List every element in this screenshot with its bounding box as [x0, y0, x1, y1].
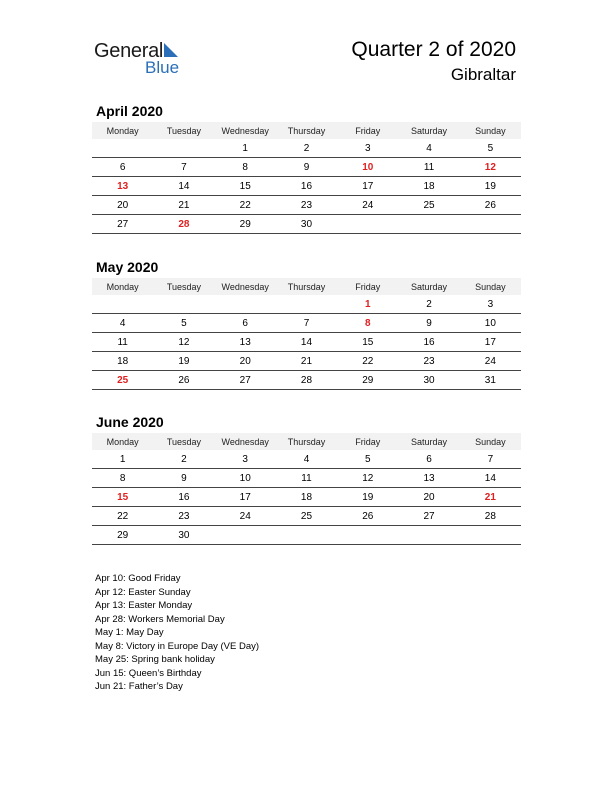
- day-cell: 15: [337, 333, 398, 352]
- week-row: [92, 371, 521, 390]
- calendar-table: [92, 278, 521, 390]
- weekday-header: Monday: [92, 433, 153, 450]
- logo-general: General: [94, 40, 164, 62]
- day-cell: 29: [92, 526, 153, 545]
- day-cell: [398, 526, 459, 545]
- day-cell: 2: [276, 139, 337, 158]
- day-cell: 3: [215, 450, 276, 469]
- day-cell: 5: [337, 450, 398, 469]
- day-cell: [276, 526, 337, 545]
- week-row: [92, 196, 521, 215]
- day-cell: 13: [215, 333, 276, 352]
- day-cell: 4: [92, 314, 153, 333]
- day-cell: 17: [215, 488, 276, 507]
- day-cell: 19: [460, 177, 521, 196]
- day-cell: 10: [337, 158, 398, 177]
- day-cell: 9: [276, 158, 337, 177]
- weekday-header: Wednesday: [215, 433, 276, 450]
- week-row: [92, 158, 521, 177]
- week-row: [92, 333, 521, 352]
- holiday-item: Apr 10: Good Friday: [95, 573, 181, 584]
- day-cell: 22: [215, 196, 276, 215]
- day-cell: 24: [337, 196, 398, 215]
- day-cell: 24: [460, 352, 521, 371]
- weekday-header: Monday: [92, 122, 153, 139]
- weekday-header: Sunday: [460, 122, 521, 139]
- week-row: [92, 314, 521, 333]
- day-cell: [92, 295, 153, 314]
- calendar-table: [92, 433, 521, 545]
- day-cell: 20: [92, 196, 153, 215]
- day-cell: 24: [215, 507, 276, 526]
- week-row: [92, 450, 521, 469]
- day-cell: 15: [215, 177, 276, 196]
- day-cell: 22: [92, 507, 153, 526]
- day-cell: 26: [460, 196, 521, 215]
- day-cell: [92, 139, 153, 158]
- weekday-header: Sunday: [460, 433, 521, 450]
- holiday-item: Apr 28: Workers Memorial Day: [95, 613, 225, 625]
- day-cell: [215, 295, 276, 314]
- holiday-item: May 1: May Day: [95, 627, 164, 638]
- day-cell: 9: [398, 314, 459, 333]
- week-row: [92, 177, 521, 196]
- day-cell: 11: [398, 158, 459, 177]
- day-cell: 28: [153, 215, 214, 234]
- day-cell: 28: [460, 507, 521, 526]
- weekday-header: Thursday: [276, 433, 337, 450]
- day-cell: 26: [153, 371, 214, 390]
- logo-flag-icon: [164, 43, 178, 57]
- day-cell: 3: [460, 295, 521, 314]
- day-cell: 14: [153, 177, 214, 196]
- day-cell: 4: [276, 450, 337, 469]
- day-cell: 28: [276, 371, 337, 390]
- weekday-header: Friday: [337, 122, 398, 139]
- day-cell: 30: [276, 215, 337, 234]
- day-cell: 15: [92, 488, 153, 507]
- day-cell: 18: [276, 488, 337, 507]
- day-cell: 13: [92, 177, 153, 196]
- holiday-list: [95, 572, 259, 694]
- day-cell: 8: [92, 469, 153, 488]
- day-cell: 20: [215, 352, 276, 371]
- day-cell: 2: [398, 295, 459, 314]
- day-cell: 29: [337, 371, 398, 390]
- day-cell: 27: [215, 371, 276, 390]
- day-cell: [153, 295, 214, 314]
- day-cell: 30: [153, 526, 214, 545]
- weekday-header: Wednesday: [215, 122, 276, 139]
- day-cell: 3: [337, 139, 398, 158]
- day-cell: 6: [92, 158, 153, 177]
- month-title: May 2020: [96, 259, 159, 275]
- weekday-header: Wednesday: [215, 278, 276, 295]
- day-cell: 11: [92, 333, 153, 352]
- day-cell: [153, 139, 214, 158]
- day-cell: 27: [398, 507, 459, 526]
- day-cell: 14: [276, 333, 337, 352]
- day-cell: 12: [337, 469, 398, 488]
- day-cell: 5: [460, 139, 521, 158]
- day-cell: 25: [398, 196, 459, 215]
- day-cell: 12: [153, 333, 214, 352]
- weekday-header: Friday: [337, 433, 398, 450]
- day-cell: 8: [215, 158, 276, 177]
- day-cell: 6: [215, 314, 276, 333]
- day-cell: 27: [92, 215, 153, 234]
- month-title: June 2020: [96, 414, 164, 430]
- day-cell: 16: [276, 177, 337, 196]
- weekday-header: Sunday: [460, 278, 521, 295]
- day-cell: 26: [337, 507, 398, 526]
- day-cell: 4: [398, 139, 459, 158]
- holiday-item: May 8: Victory in Europe Day (VE Day): [95, 640, 260, 652]
- day-cell: [398, 215, 459, 234]
- day-cell: 12: [460, 158, 521, 177]
- day-cell: 21: [153, 196, 214, 215]
- weekday-header: Saturday: [398, 278, 459, 295]
- day-cell: 10: [460, 314, 521, 333]
- day-cell: 19: [337, 488, 398, 507]
- logo-blue: Blue: [145, 58, 180, 77]
- weekday-header: Thursday: [276, 122, 337, 139]
- week-row: [92, 488, 521, 507]
- holiday-item: Apr 12: Easter Sunday: [95, 586, 191, 598]
- day-cell: 7: [460, 450, 521, 469]
- day-cell: 18: [398, 177, 459, 196]
- day-cell: 9: [153, 469, 214, 488]
- day-cell: [337, 215, 398, 234]
- day-cell: 20: [398, 488, 459, 507]
- day-cell: 30: [398, 371, 459, 390]
- holiday-item: Jun 15: Queen’s Birthday: [95, 667, 202, 679]
- day-cell: 23: [276, 196, 337, 215]
- month-may: [92, 259, 521, 390]
- weekday-header: Monday: [92, 278, 153, 295]
- day-cell: 8: [337, 314, 398, 333]
- day-cell: 1: [92, 450, 153, 469]
- day-cell: 13: [398, 469, 459, 488]
- week-row: [92, 507, 521, 526]
- week-row: [92, 469, 521, 488]
- weekday-header: Thursday: [276, 278, 337, 295]
- day-cell: 5: [153, 314, 214, 333]
- weekday-header: Tuesday: [153, 278, 214, 295]
- day-cell: [460, 215, 521, 234]
- weekday-header-row: [92, 433, 521, 450]
- day-cell: 23: [398, 352, 459, 371]
- month-april: [92, 103, 521, 234]
- day-cell: 17: [460, 333, 521, 352]
- week-row: [92, 215, 521, 234]
- weekday-header: Saturday: [398, 122, 459, 139]
- day-cell: 2: [153, 450, 214, 469]
- day-cell: [276, 295, 337, 314]
- day-cell: 22: [337, 352, 398, 371]
- day-cell: 17: [337, 177, 398, 196]
- day-cell: 11: [276, 469, 337, 488]
- day-cell: 7: [153, 158, 214, 177]
- day-cell: 23: [153, 507, 214, 526]
- day-cell: 7: [276, 314, 337, 333]
- week-row: [92, 139, 521, 158]
- day-cell: 25: [92, 371, 153, 390]
- day-cell: 16: [398, 333, 459, 352]
- page-subtitle: Gibraltar: [450, 65, 516, 84]
- weekday-header-row: [92, 278, 521, 295]
- day-cell: 29: [215, 215, 276, 234]
- weekday-header: Saturday: [398, 433, 459, 450]
- day-cell: 19: [153, 352, 214, 371]
- holiday-item: May 25: Spring bank holiday: [95, 654, 215, 665]
- day-cell: 6: [398, 450, 459, 469]
- month-june: [92, 414, 521, 545]
- day-cell: 1: [215, 139, 276, 158]
- day-cell: 10: [215, 469, 276, 488]
- day-cell: 21: [460, 488, 521, 507]
- weekday-header-row: [92, 122, 521, 139]
- week-row: [92, 526, 521, 545]
- weekday-header: Friday: [337, 278, 398, 295]
- day-cell: 16: [153, 488, 214, 507]
- day-cell: 1: [337, 295, 398, 314]
- logo: [94, 40, 204, 80]
- holiday-item: Apr 13: Easter Monday: [95, 600, 193, 611]
- page-title: Quarter 2 of 2020: [351, 38, 516, 61]
- weekday-header: Tuesday: [153, 122, 214, 139]
- weekday-header: Tuesday: [153, 433, 214, 450]
- day-cell: 21: [276, 352, 337, 371]
- day-cell: 18: [92, 352, 153, 371]
- day-cell: [215, 526, 276, 545]
- month-title: April 2020: [96, 103, 163, 119]
- day-cell: 25: [276, 507, 337, 526]
- week-row: [92, 352, 521, 371]
- holiday-item: Jun 21: Father’s Day: [95, 681, 183, 692]
- day-cell: [460, 526, 521, 545]
- day-cell: 31: [460, 371, 521, 390]
- day-cell: 14: [460, 469, 521, 488]
- day-cell: [337, 526, 398, 545]
- week-row: [92, 295, 521, 314]
- calendar-table: [92, 122, 521, 234]
